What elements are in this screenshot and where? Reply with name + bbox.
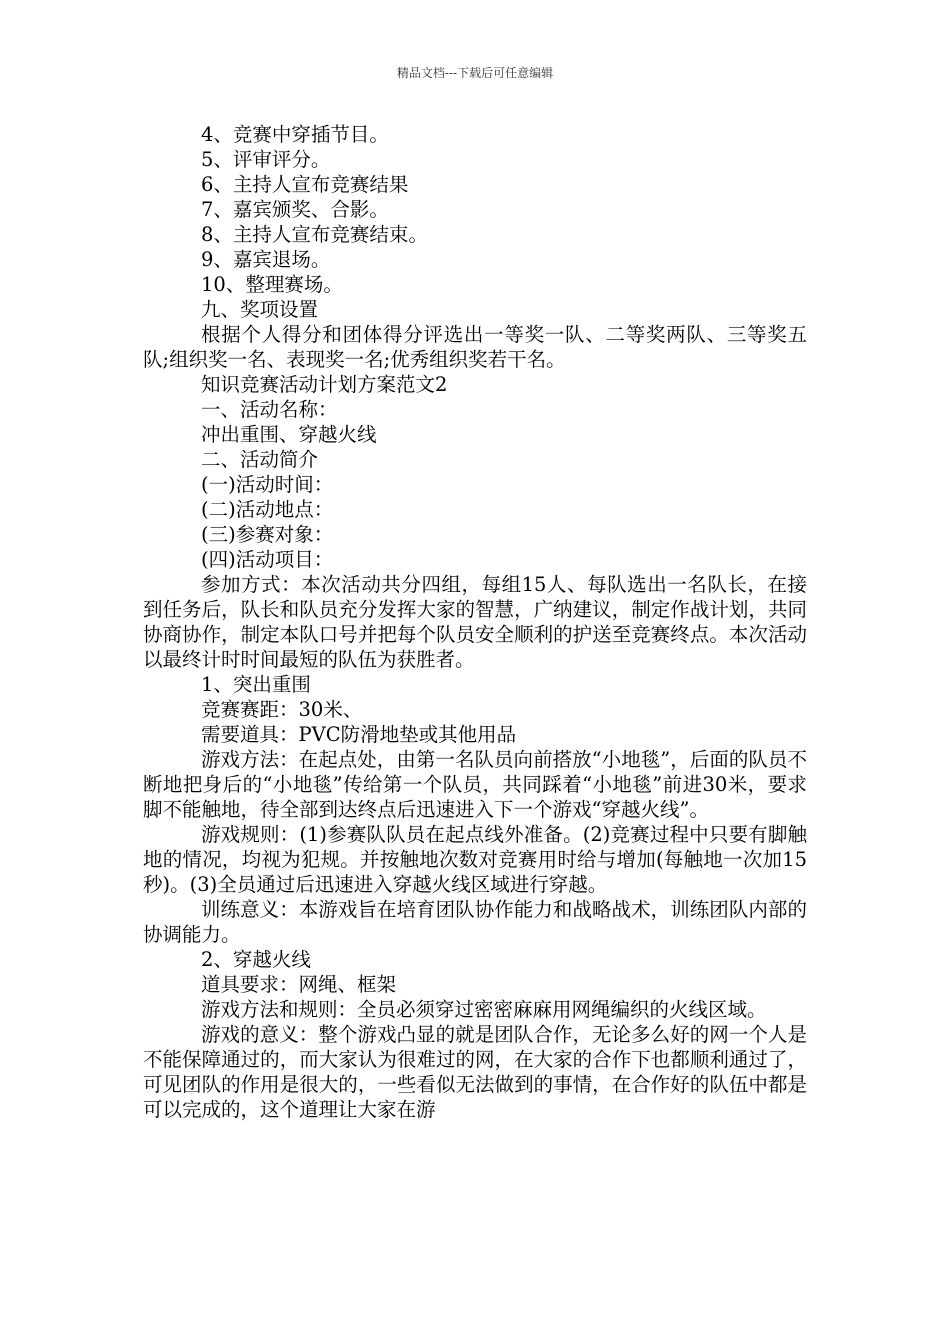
paragraph-participation: 参加方式：本次活动共分四组，每组15人、每队选出一名队长，在接到任务后，队长和队员充分发挥大家的智慧，广纳建议，制定作战计划，共同协商协作，制定本队口号并把每个队员安全顺利的护送至竞赛终点。本次活动以最终计时时间最短的队伍为获胜者。 <box>143 573 807 671</box>
page-header: 精品文档---下载后可任意编辑 <box>396 66 554 80</box>
paragraph-item-9: 9、嘉宾退场。 <box>201 248 331 271</box>
paragraph-game-2-props: 道具要求：网绳、框架 <box>201 973 397 996</box>
paragraph-participants: (三)参赛对象： <box>201 523 334 546</box>
paragraph-activity-location: (二)活动地点： <box>201 498 334 521</box>
paragraph-item-4: 4、竞赛中穿插节目。 <box>201 123 389 146</box>
paragraph-activity-items: (四)活动项目： <box>201 548 334 571</box>
paragraph-game-1-rules: 游戏规则：(1)参赛队队员在起点线外准备。(2)竞赛过程中只要有脚触地的情况，均视为犯规。并按触地次数对竞赛用时给与增加(每触地一次加15秒)。(3)全员通过后迅速进入穿越火线区域进行穿越。 <box>143 823 807 896</box>
paragraph-item-7: 7、嘉宾颁奖、合影。 <box>201 198 389 221</box>
section-heading-awards: 九、奖项设置 <box>201 298 319 321</box>
paragraph-game-1-title: 1、突出重围 <box>201 673 311 696</box>
paragraph-game-1-distance: 竞赛赛距：30米、 <box>201 698 363 721</box>
paragraph-game-1-meaning: 训练意义：本游戏旨在培育团队协作能力和战略战术，训练团队内部的协调能力。 <box>143 898 807 946</box>
section-heading-activity-name: 一、活动名称： <box>201 398 338 421</box>
paragraph-game-1-method: 游戏方法：在起点处，由第一名队员向前搭放“小地毯”，后面的队员不断地把身后的“小地毯”传给第一个队员，共同踩着“小地毯”前进30米，要求脚不能触地，待全部到达终点后迅速进入下一个游戏“穿越火线”。 <box>143 748 807 821</box>
paragraph-game-2-method: 游戏方法和规则：全员必须穿过密密麻麻用网绳编织的火线区域。 <box>201 998 767 1021</box>
paragraph-item-5: 5、评审评分。 <box>201 148 331 171</box>
section-heading-activity-intro: 二、活动简介 <box>201 448 319 471</box>
paragraph-game-1-props: 需要道具：PVC防滑地垫或其他用品 <box>201 723 517 746</box>
paragraph-item-8: 8、主持人宣布竞赛结束。 <box>201 223 428 246</box>
paragraph-item-10: 10、整理赛场。 <box>201 273 343 296</box>
paragraph-item-6: 6、主持人宣布竞赛结果 <box>201 173 409 196</box>
paragraph-awards: 根据个人得分和团体得分评选出一等奖一队、二等奖两队、三等奖五队;组织奖一名、表现奖一名;优秀组织奖若干名。 <box>143 323 807 371</box>
paragraph-activity-name: 冲出重围、穿越火线 <box>201 423 377 446</box>
paragraph-game-2-meaning: 游戏的意义：整个游戏凸显的就是团队合作，无论多么好的网一个人是不能保障通过的，而大家认为很难过的网，在大家的合作下也都顺利通过了，可见团队的作用是很大的，一些看似无法做到的事情，在合作好的队伍中都是可以完成的，这个道理让大家在游 <box>143 1023 807 1121</box>
paragraph-activity-time: (一)活动时间： <box>201 473 334 496</box>
document-body <box>143 122 807 1122</box>
document-subtitle: 知识竞赛活动计划方案范文2 <box>201 373 448 396</box>
paragraph-game-2-title: 2、穿越火线 <box>201 948 311 971</box>
